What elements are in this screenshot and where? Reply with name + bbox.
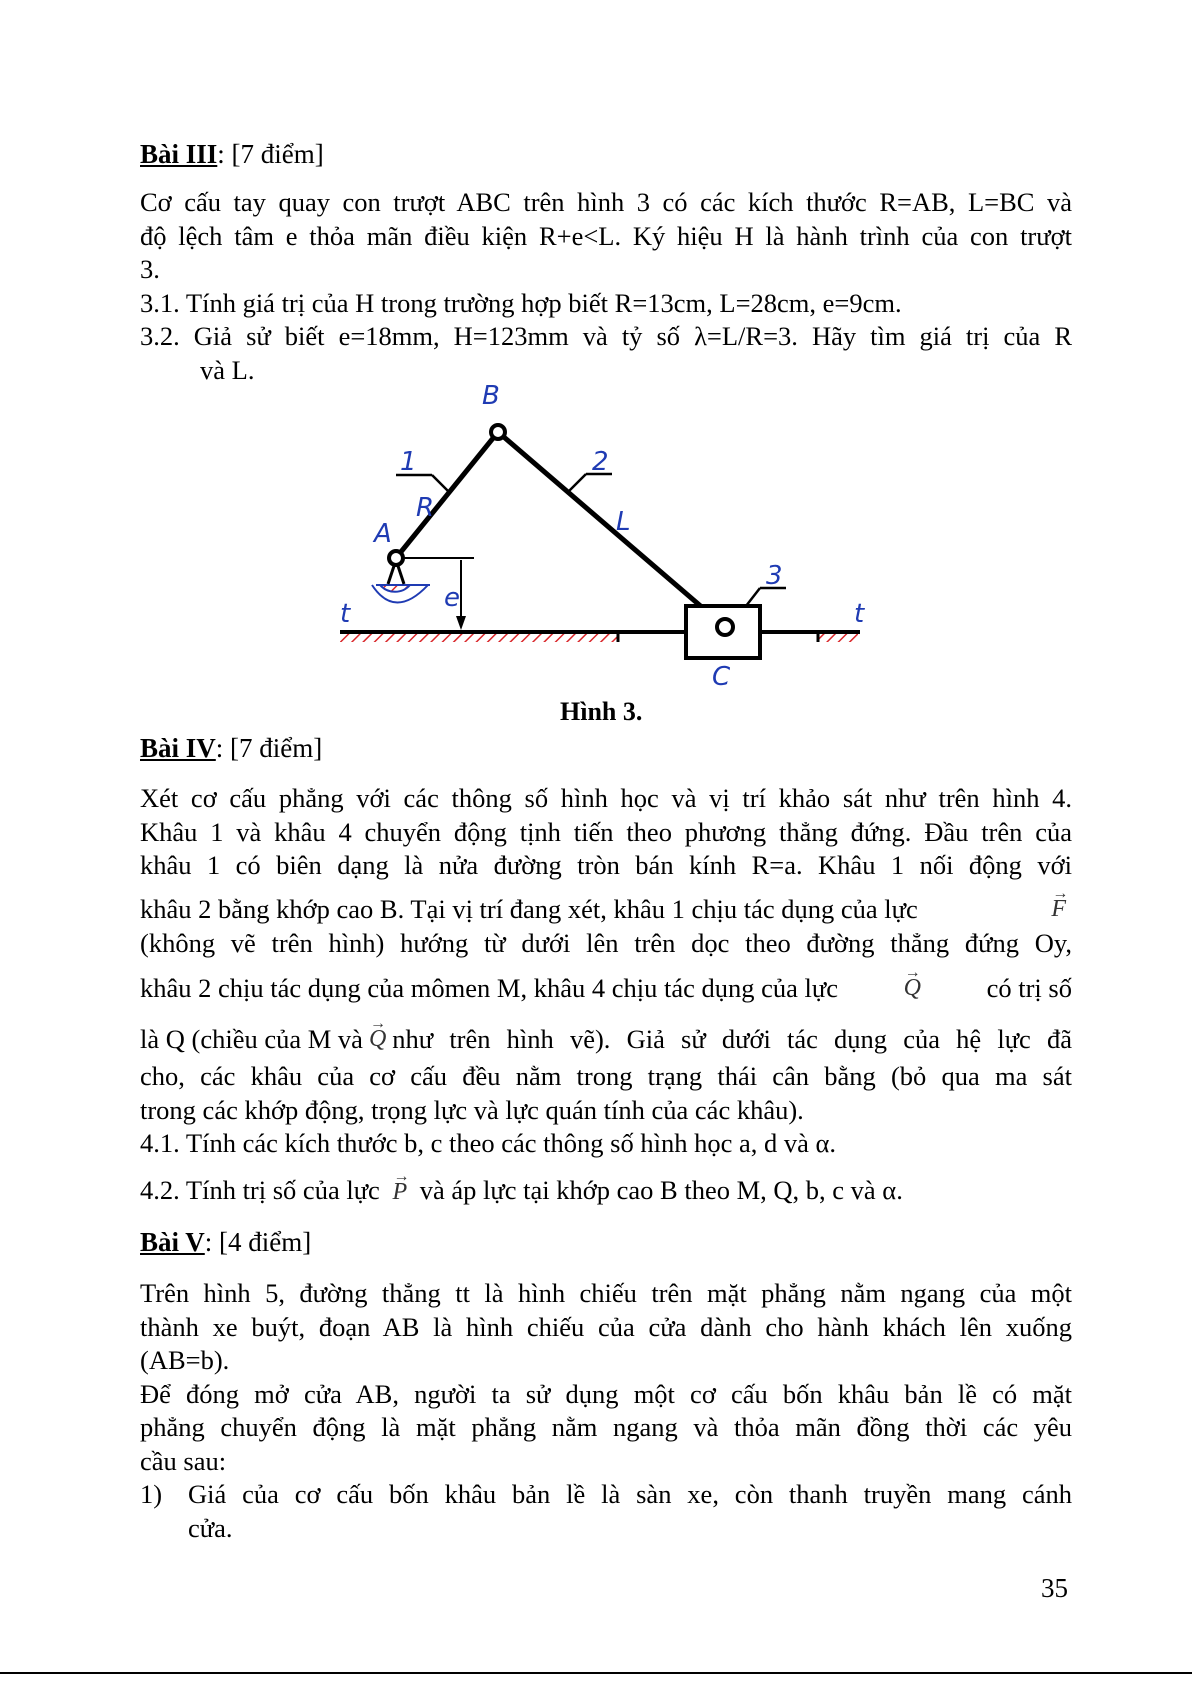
bai5-line-6: cầu sau: bbox=[140, 1445, 227, 1476]
support-A bbox=[372, 560, 430, 603]
bai3-line-2: độ lệch tâm e thỏa mãn điều kiện R+e<L. Ký hiệu H là hành trình của con trượt bbox=[140, 220, 1072, 251]
bai3-line-1: Cơ cấu tay quay con trượt ABC trên hình 3 có các kích thước R=AB, L=BC và bbox=[140, 187, 1072, 217]
bai4-line-7a: là Q (chiều của M và bbox=[140, 1024, 363, 1054]
bai4-line-6a: khâu 2 chịu tác dụng của mômen M, khâu 4 chịu tác dụng của lực bbox=[140, 973, 839, 1003]
bai5-line-5: phẳng chuyển động là mặt phẳng nằm ngang và thỏa mãn đồng thời các yêu bbox=[140, 1412, 1072, 1442]
bai3-paragraph bbox=[140, 186, 1072, 387]
bai4-question-2-row bbox=[140, 1174, 1072, 1210]
bai4-line-2: Khâu 1 và khâu 4 chuyển động tịnh tiến theo phương thẳng đứng. Đầu trên của bbox=[140, 816, 1072, 847]
bai5-item-1-line-1: Giá của cơ cấu bốn khâu bản lề là sàn xe, còn thanh truyền mang cánh bbox=[188, 1479, 1072, 1509]
bai4-line-5: (không vẽ trên hình) hướng từ dưới lên trên dọc theo đường thẳng đứng Oy, bbox=[140, 928, 1072, 958]
bai4-line-8: cho, các khâu của cơ cấu đều nằm trong trạng thái cân bằng (bỏ qua ma sát bbox=[140, 1061, 1072, 1091]
bai5-title: Bài V bbox=[140, 1227, 205, 1257]
label-L: L bbox=[616, 507, 631, 537]
bai4-line-7b: như trên hình vẽ). Giả sử dưới tác dụng của hệ lực đã bbox=[392, 1024, 1072, 1054]
vector-P: → P bbox=[392, 1176, 407, 1210]
bai3-question-2-line-1: 3.2. Giả sử biết e=18mm, H=123mm và tỷ số λ=L/R=3. Hãy tìm giá trị của R bbox=[140, 321, 1072, 351]
bai4-line-6-row bbox=[140, 972, 1072, 1006]
bai4-question-2a: 4.2. Tính trị số của lực bbox=[140, 1175, 380, 1205]
vector-Q: → Q bbox=[904, 972, 921, 1006]
bai5-item-1-number: 1) bbox=[140, 1479, 163, 1509]
bai5-item-1 bbox=[140, 1478, 1072, 1546]
bai3-points: : [7 điểm] bbox=[217, 139, 324, 169]
bai4-title: Bài IV bbox=[140, 733, 216, 763]
bai4-lines-8-9 bbox=[140, 1060, 1072, 1161]
bai4-line-3: khâu 1 có biên dạng là nửa đường tròn bán kính R=a. Khâu 1 nối động với bbox=[140, 850, 1072, 880]
bai5-points: : [4 điểm] bbox=[204, 1227, 312, 1257]
bai3-question-1: 3.1. Tính giá trị của H trong trường hợp biết R=13cm, L=28cm, e=9cm. bbox=[140, 287, 902, 318]
dimension-e bbox=[404, 558, 474, 630]
joint-B bbox=[491, 425, 505, 439]
bai3-question-2-line-2: và L. bbox=[200, 354, 255, 385]
bai4-line-7-row bbox=[140, 1023, 1072, 1057]
connecting-rod-BC bbox=[498, 432, 725, 627]
bai4-heading bbox=[140, 731, 322, 765]
label-e: e bbox=[444, 583, 460, 613]
figure-3-caption: Hình 3. bbox=[560, 697, 643, 726]
bai4-line-6b: có trị số bbox=[986, 973, 1072, 1003]
ground-line bbox=[340, 632, 860, 642]
page-bottom-rule bbox=[0, 1672, 1192, 1674]
bai4-line-9: trong các khớp động, trọng lực và lực quán tính của các khâu). bbox=[140, 1094, 804, 1125]
bai5-line-3: (AB=b). bbox=[140, 1345, 230, 1375]
joint-C bbox=[717, 619, 733, 635]
leader-1 bbox=[396, 475, 450, 493]
page-number: 35 bbox=[1041, 1573, 1068, 1603]
label-A: A bbox=[374, 519, 392, 549]
bai4-line-1: Xét cơ cấu phẳng với các thông số hình học và vị trí khảo sát như trên hình 4. bbox=[140, 783, 1072, 813]
label-B: B bbox=[482, 381, 500, 411]
joint-A bbox=[389, 551, 403, 565]
label-t-right: t bbox=[854, 599, 865, 629]
label-R: R bbox=[416, 493, 435, 523]
label-C: C bbox=[712, 662, 731, 692]
label-2: 2 bbox=[592, 447, 609, 477]
bai5-heading bbox=[140, 1225, 311, 1259]
label-t-left: t bbox=[340, 599, 351, 629]
bai3-heading bbox=[140, 137, 324, 171]
vector-F: → F bbox=[1051, 893, 1066, 927]
bai5-item-1-line-2: cửa. bbox=[188, 1512, 233, 1543]
bai4-line-4-row bbox=[140, 893, 1072, 927]
bai4-line-4: khâu 2 bằng khớp cao B. Tại vị trí đang xét, khâu 1 chịu tác dụng của lực bbox=[140, 894, 918, 924]
bai4-paragraph bbox=[140, 782, 1072, 883]
bai3-line-3: 3. bbox=[140, 254, 160, 284]
vector-Q-2: → Q bbox=[369, 1023, 386, 1057]
bai3-title: Bài III bbox=[140, 139, 218, 169]
bai5-line-4: Để đóng mở cửa AB, người ta sử dụng một cơ cấu bốn khâu bản lề có mặt bbox=[140, 1378, 1072, 1409]
bai5-line-1: Trên hình 5, đường thẳng tt là hình chiếu trên mặt phẳng nằm ngang của một bbox=[140, 1278, 1072, 1308]
bai4-line-5-row bbox=[140, 927, 1072, 961]
bai4-question-2b: và áp lực tại khớp cao B theo M, Q, b, c và α. bbox=[419, 1175, 903, 1205]
bai5-paragraph bbox=[140, 1277, 1072, 1478]
figure-3-slider-crank bbox=[330, 380, 890, 700]
bai4-points: : [7 điểm] bbox=[215, 733, 323, 763]
bai5-line-2: thành xe buýt, đoạn AB là hình chiếu của cửa dành cho hành khách lên xuống bbox=[140, 1311, 1072, 1342]
label-1: 1 bbox=[400, 447, 417, 477]
label-3: 3 bbox=[766, 561, 783, 591]
bai4-question-1: 4.1. Tính các kích thước b, c theo các thông số hình học a, d và α. bbox=[140, 1128, 836, 1158]
